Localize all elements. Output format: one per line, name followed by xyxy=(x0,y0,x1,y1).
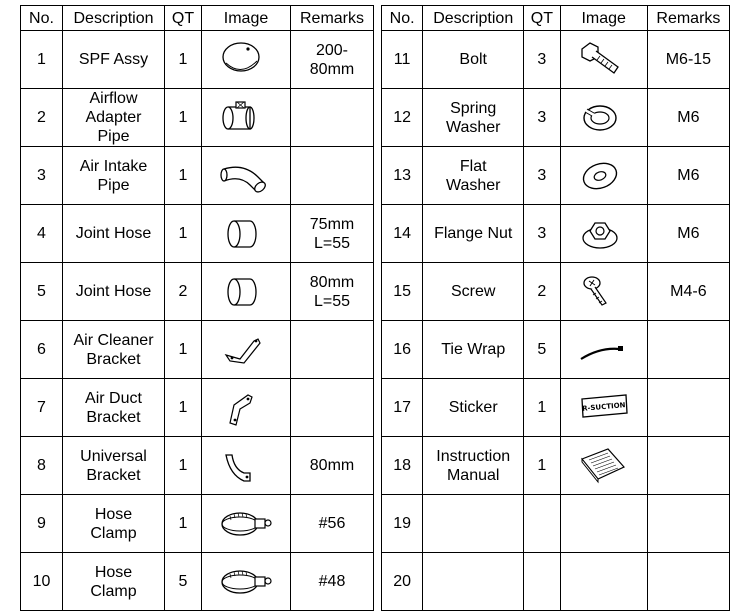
part-quantity: 2 xyxy=(524,263,560,321)
part-description: Hose Clamp xyxy=(63,553,165,611)
part-remarks: M6 xyxy=(647,205,729,263)
table-row xyxy=(21,321,374,379)
part-image-cell xyxy=(560,437,647,495)
table-row xyxy=(382,31,730,89)
header-description: Description xyxy=(423,6,524,31)
header-remarks: Remarks xyxy=(291,6,374,31)
header-row xyxy=(382,6,730,31)
parts-table-left xyxy=(20,5,374,611)
row-number: 16 xyxy=(382,321,423,379)
part-description: Joint Hose xyxy=(63,205,165,263)
table-row xyxy=(21,205,374,263)
part-quantity: 3 xyxy=(524,31,560,89)
hose-clamp-icon xyxy=(202,503,290,545)
part-remarks: 80mm xyxy=(291,437,374,495)
part-image-cell xyxy=(202,147,291,205)
table-row xyxy=(382,321,730,379)
part-quantity: 1 xyxy=(524,437,560,495)
part-description: Sticker xyxy=(423,379,524,437)
part-description: Flat Washer xyxy=(423,147,524,205)
table-row xyxy=(382,205,730,263)
row-number: 18 xyxy=(382,437,423,495)
part-remarks xyxy=(291,321,374,379)
row-number: 15 xyxy=(382,263,423,321)
part-description: Joint Hose xyxy=(63,263,165,321)
table-row xyxy=(21,379,374,437)
part-remarks: M6 xyxy=(647,147,729,205)
part-image-cell xyxy=(202,31,291,89)
row-number: 19 xyxy=(382,495,423,553)
part-description: Universal Bracket xyxy=(63,437,165,495)
part-remarks: 200- 80mm xyxy=(291,31,374,89)
intake-pipe-icon xyxy=(202,155,290,197)
part-remarks: M4-6 xyxy=(647,263,729,321)
part-remarks xyxy=(291,379,374,437)
duct-bracket-icon xyxy=(202,387,290,429)
header-image: Image xyxy=(202,6,291,31)
screw-icon xyxy=(561,271,647,313)
joint-hose-icon xyxy=(202,213,290,255)
table-row xyxy=(21,31,374,89)
part-image-cell xyxy=(560,147,647,205)
part-image-cell xyxy=(202,379,291,437)
part-remarks: #56 xyxy=(291,495,374,553)
part-remarks: M6 xyxy=(647,89,729,147)
row-number: 17 xyxy=(382,379,423,437)
row-number: 13 xyxy=(382,147,423,205)
row-number: 20 xyxy=(382,553,423,611)
part-image-cell xyxy=(560,495,647,553)
table-row xyxy=(21,495,374,553)
part-quantity xyxy=(524,553,560,611)
row-number: 6 xyxy=(21,321,63,379)
joint-hose-icon xyxy=(202,271,290,313)
table-row xyxy=(21,89,374,147)
row-number: 7 xyxy=(21,379,63,437)
part-remarks xyxy=(647,495,729,553)
part-image-cell xyxy=(560,31,647,89)
sticker-icon xyxy=(561,387,647,429)
header-qt: QT xyxy=(524,6,560,31)
parts-table-right xyxy=(381,5,730,611)
part-quantity: 1 xyxy=(165,321,202,379)
table-row xyxy=(382,553,730,611)
header-image: Image xyxy=(560,6,647,31)
table-row xyxy=(382,263,730,321)
table-row xyxy=(382,379,730,437)
header-row xyxy=(21,6,374,31)
part-quantity: 5 xyxy=(524,321,560,379)
flat-washer-icon xyxy=(561,155,647,197)
part-description: Air Cleaner Bracket xyxy=(63,321,165,379)
table-row xyxy=(21,263,374,321)
part-image-cell xyxy=(560,553,647,611)
table-row xyxy=(382,147,730,205)
manual-icon xyxy=(561,445,647,487)
table-row xyxy=(21,553,374,611)
part-quantity: 1 xyxy=(165,495,202,553)
row-number: 1 xyxy=(21,31,63,89)
part-description: Instruction Manual xyxy=(423,437,524,495)
row-number: 14 xyxy=(382,205,423,263)
part-image-cell xyxy=(560,321,647,379)
part-description: Screw xyxy=(423,263,524,321)
row-number: 5 xyxy=(21,263,63,321)
part-quantity: 2 xyxy=(165,263,202,321)
part-remarks xyxy=(291,147,374,205)
part-image-cell xyxy=(202,263,291,321)
row-number: 4 xyxy=(21,205,63,263)
part-quantity: 1 xyxy=(165,89,202,147)
row-number: 11 xyxy=(382,31,423,89)
part-quantity: 3 xyxy=(524,205,560,263)
part-description xyxy=(423,553,524,611)
part-remarks xyxy=(291,89,374,147)
part-image-cell xyxy=(560,205,647,263)
part-remarks xyxy=(647,437,729,495)
part-quantity: 1 xyxy=(165,31,202,89)
row-number: 9 xyxy=(21,495,63,553)
header-no: No. xyxy=(21,6,63,31)
part-image-cell xyxy=(560,379,647,437)
part-description: Bolt xyxy=(423,31,524,89)
table-row xyxy=(21,147,374,205)
part-remarks: #48 xyxy=(291,553,374,611)
part-quantity: 1 xyxy=(165,379,202,437)
part-image-cell xyxy=(202,553,291,611)
part-description: Hose Clamp xyxy=(63,495,165,553)
spring-washer-icon xyxy=(561,97,647,139)
row-number: 10 xyxy=(21,553,63,611)
part-remarks: 80mm L=55 xyxy=(291,263,374,321)
tie-wrap-icon xyxy=(561,329,647,371)
part-quantity: 1 xyxy=(165,437,202,495)
part-description: Air Duct Bracket xyxy=(63,379,165,437)
part-description: Air Intake Pipe xyxy=(63,147,165,205)
table-row xyxy=(21,437,374,495)
part-description: SPF Assy xyxy=(63,31,165,89)
row-number: 2 xyxy=(21,89,63,147)
cleaner-bracket-icon xyxy=(202,329,290,371)
part-quantity: 5 xyxy=(165,553,202,611)
part-image-cell xyxy=(202,89,291,147)
part-remarks: 75mm L=55 xyxy=(291,205,374,263)
part-description: Spring Washer xyxy=(423,89,524,147)
part-description: Flange Nut xyxy=(423,205,524,263)
part-image-cell xyxy=(202,495,291,553)
part-quantity: 1 xyxy=(524,379,560,437)
part-image-cell xyxy=(560,89,647,147)
header-qt: QT xyxy=(165,6,202,31)
part-image-cell xyxy=(202,205,291,263)
part-quantity: 3 xyxy=(524,147,560,205)
spf-assy-icon xyxy=(202,39,290,81)
part-quantity: 1 xyxy=(165,205,202,263)
part-quantity: 3 xyxy=(524,89,560,147)
universal-bracket-icon xyxy=(202,445,290,487)
header-description: Description xyxy=(63,6,165,31)
sticker-label: R-SUCTION xyxy=(581,400,626,413)
part-remarks xyxy=(647,379,729,437)
bolt-icon xyxy=(561,39,647,81)
table-row xyxy=(382,89,730,147)
hose-clamp-icon xyxy=(202,561,290,603)
flange-nut-icon xyxy=(561,213,647,255)
part-quantity: 1 xyxy=(165,147,202,205)
adapter-pipe-icon xyxy=(202,97,290,139)
table-row xyxy=(382,437,730,495)
header-remarks: Remarks xyxy=(647,6,729,31)
table-row xyxy=(382,495,730,553)
part-remarks: M6-15 xyxy=(647,31,729,89)
part-remarks xyxy=(647,321,729,379)
part-image-cell xyxy=(202,437,291,495)
part-image-cell xyxy=(202,321,291,379)
part-image-cell xyxy=(560,263,647,321)
part-description: Tie Wrap xyxy=(423,321,524,379)
row-number: 3 xyxy=(21,147,63,205)
part-description: Airflow Adapter Pipe xyxy=(63,89,165,147)
part-quantity xyxy=(524,495,560,553)
header-no: No. xyxy=(382,6,423,31)
part-description xyxy=(423,495,524,553)
row-number: 12 xyxy=(382,89,423,147)
row-number: 8 xyxy=(21,437,63,495)
part-remarks xyxy=(647,553,729,611)
